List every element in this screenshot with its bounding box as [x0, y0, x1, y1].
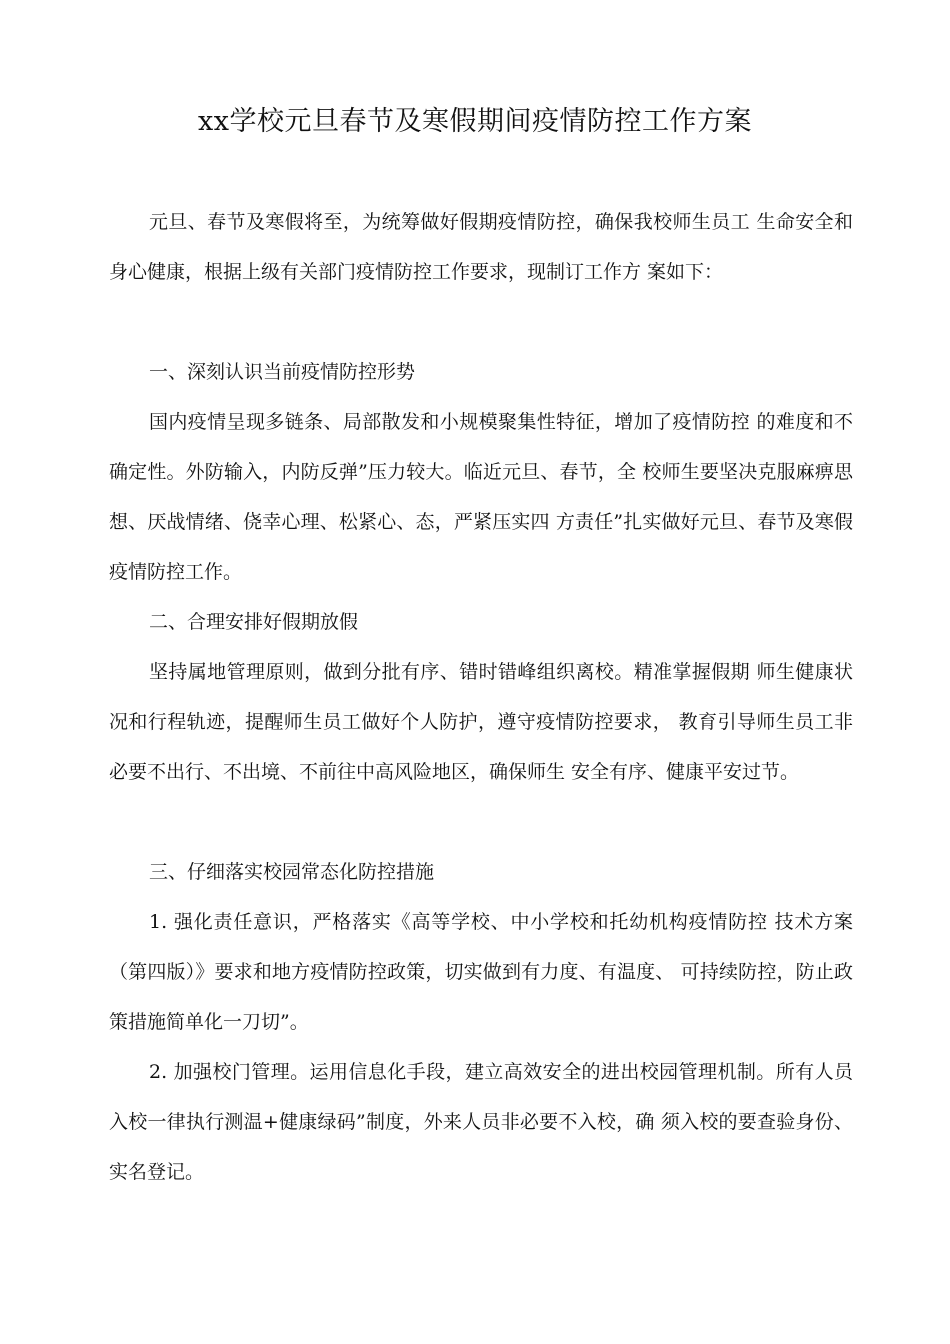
section-2-paragraph: 坚持属地管理原则，做到分批有序、错时错峰组织离校。精准掌握假期 师生健康状况和行程轨迹，提醒师生员工做好个人防护，遵守疫情防控要求， 教育引导师生员工非必要不出行、不出境、不前往中高风险地区，确保师生 安全有序、健康平安过节。 — [109, 661, 853, 783]
document-title: xx学校元旦春节及寒假期间疫情防控工作方案 — [198, 106, 752, 137]
section-1-heading: 一、深刻认识当前疫情防控形势 — [149, 361, 416, 383]
intro-paragraph: 元旦、春节及寒假将至，为统筹做好假期疫情防控，确保我校师生员工 生命安全和身心健康，根据上级有关部门疫情防控工作要求，现制订工作方 案如下： — [109, 211, 853, 283]
section-3-heading: 三、仔细落实校园常态化防控措施 — [149, 861, 435, 883]
section-2-heading: 二、合理安排好假期放假 — [149, 611, 359, 633]
section-3-item-1: 1. 强化责任意识，严格落实《高等学校、中小学校和托幼机构疫情防控 技术方案（第四版）》要求和地方疫情防控政策，切实做到有力度、有温度、 可持续防控，防止政策措施简单化一刀切”。 — [109, 911, 853, 1033]
section-3-item-2: 2. 加强校门管理。运用信息化手段，建立高效安全的进出校园管理机制。所有人员入校一律执行测温+健康绿码”制度，外来人员非必要不入校，确 须入校的要查验身份、实名登记。 — [109, 1061, 853, 1183]
section-1-paragraph: 国内疫情呈现多链条、局部散发和小规模聚集性特征，增加了疫情防控 的难度和不确定性。外防输入，内防反弹”压力较大。临近元旦、春节，全 校师生要坚决克服麻痹思想、厌战情绪、侥幸心理、松紧心、态，严紧压实四 方责任”扎实做好元旦、春节及寒假疫情防控工作。 — [109, 411, 853, 583]
